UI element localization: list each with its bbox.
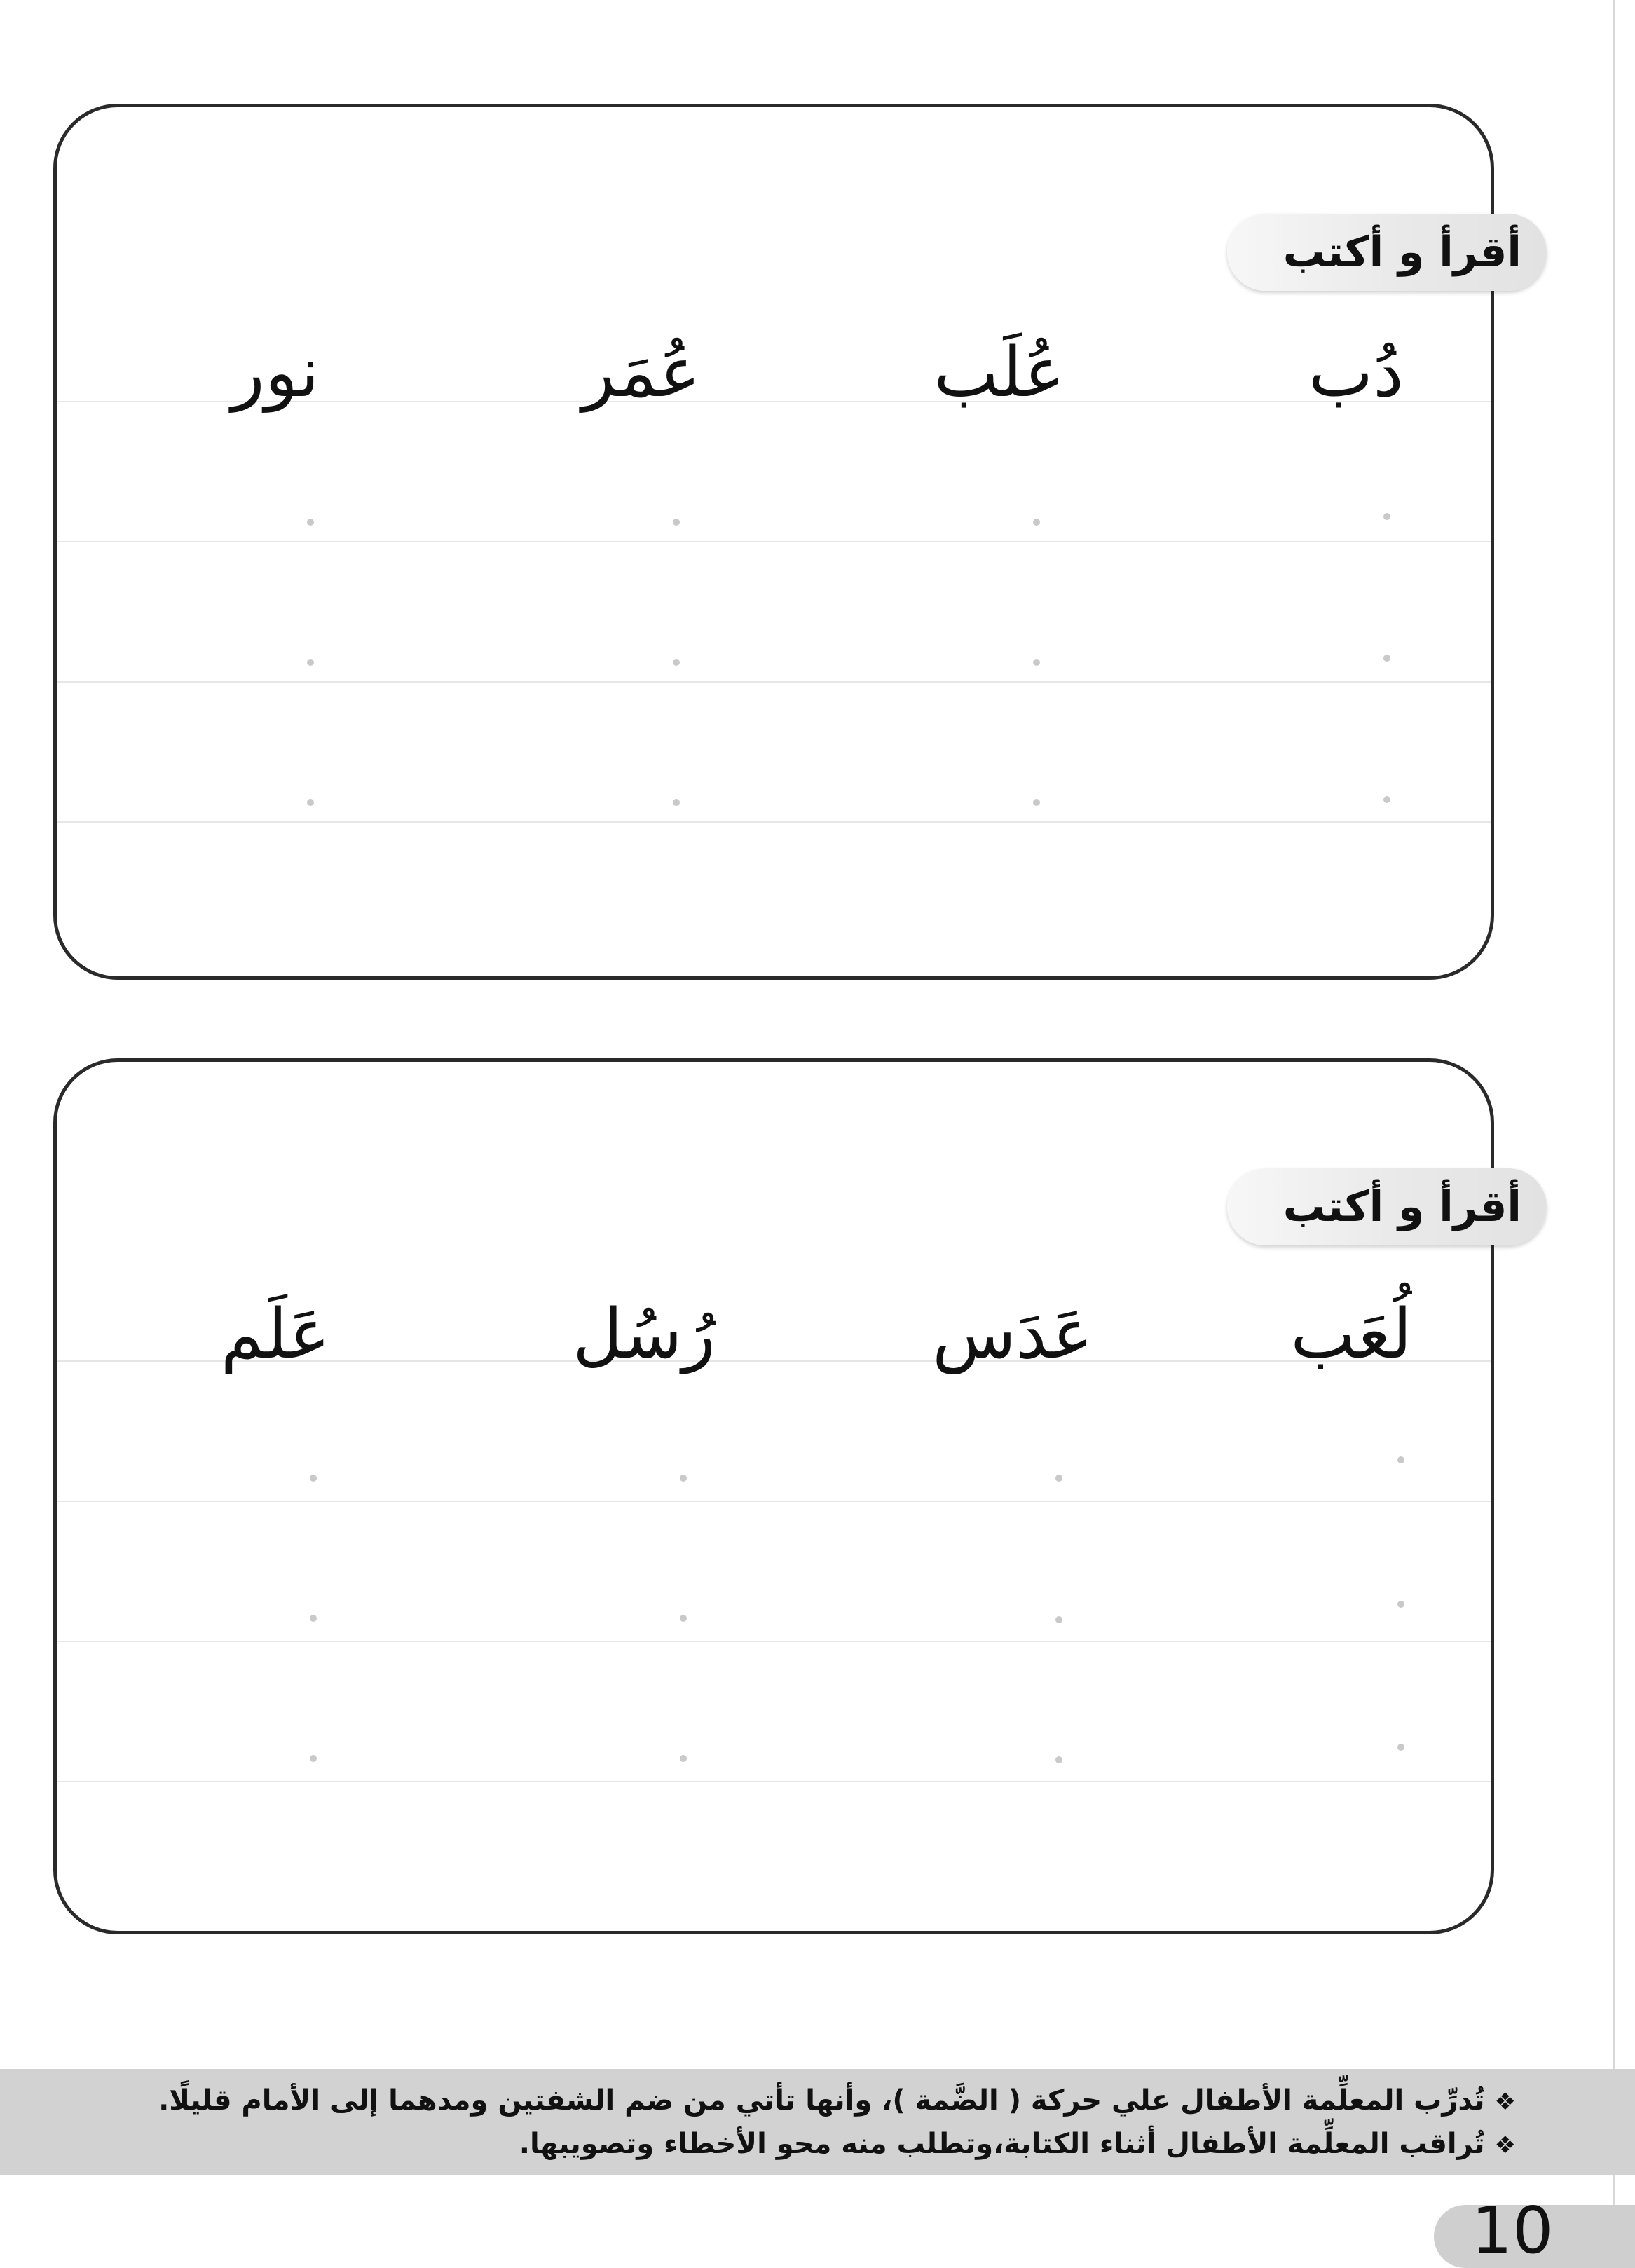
page-number: 10 — [1471, 2193, 1554, 2268]
teacher-note-1 — [114, 2079, 1516, 2122]
word-2: عُلَب — [933, 333, 1065, 413]
guide-dot — [307, 799, 314, 806]
guide-dot — [1383, 796, 1390, 803]
writing-line — [57, 1641, 1491, 1642]
guide-dot — [1397, 1456, 1404, 1463]
guide-dot — [1055, 1475, 1062, 1482]
guide-dot — [680, 1475, 687, 1482]
writing-line — [57, 681, 1491, 683]
guide-dot — [1033, 519, 1040, 526]
writing-line — [57, 541, 1491, 542]
guide-dot — [310, 1475, 317, 1482]
teacher-note-text: تُراقب المعلِّمة الأطفال أثناء الكتابة،وتطلب منه محو الأخطاء وتصويبها. — [519, 2128, 1485, 2160]
word-1: لُعَب — [1290, 1294, 1412, 1374]
guide-dot — [1397, 1601, 1404, 1608]
teacher-note-text: تُدرِّب المعلِّمة الأطفال علي حركة ( الضَّمة )، وأنها تأتي من ضم الشفتين ومدهما إلى الأمام قليلًا. — [158, 2084, 1485, 2117]
writing-line — [57, 1501, 1491, 1502]
guide-dot — [1055, 1616, 1062, 1623]
guide-dot — [310, 1755, 317, 1762]
guide-dot — [1383, 655, 1390, 662]
word-1: دُب — [1308, 333, 1404, 413]
writing-line — [57, 1781, 1491, 1782]
word-3: عُمَر — [582, 333, 701, 413]
diamond-bullet-icon: ❖ — [1494, 2131, 1516, 2159]
guide-dot — [1033, 659, 1040, 666]
exercise-panel-2 — [53, 1058, 1521, 1934]
teacher-note-2 — [114, 2122, 1516, 2166]
guide-dot — [310, 1615, 317, 1622]
guide-dot — [673, 519, 680, 526]
guide-dot — [1055, 1756, 1062, 1763]
teacher-notes — [114, 2079, 1516, 2166]
guide-dot — [1383, 513, 1390, 520]
guide-dot — [307, 659, 314, 666]
word-3: رُسُل — [573, 1294, 716, 1374]
guide-dot — [673, 799, 680, 806]
writing-line — [57, 821, 1491, 823]
exercise-panel-1 — [53, 104, 1521, 980]
guide-dot — [1033, 799, 1040, 806]
word-2: عَدَس — [932, 1294, 1093, 1374]
guide-dot — [673, 659, 680, 666]
guide-dot — [307, 519, 314, 526]
guide-dot — [680, 1755, 687, 1762]
page-edge-line — [1613, 0, 1615, 2268]
exercise-title: أقرأ و أكتب — [1227, 214, 1547, 291]
exercise-title: أقرأ و أكتب — [1227, 1168, 1547, 1245]
word-4: نور — [231, 333, 320, 413]
guide-dot — [680, 1615, 687, 1622]
word-4: عَلَم — [220, 1294, 331, 1374]
diamond-bullet-icon: ❖ — [1494, 2088, 1516, 2116]
guide-dot — [1397, 1744, 1404, 1751]
